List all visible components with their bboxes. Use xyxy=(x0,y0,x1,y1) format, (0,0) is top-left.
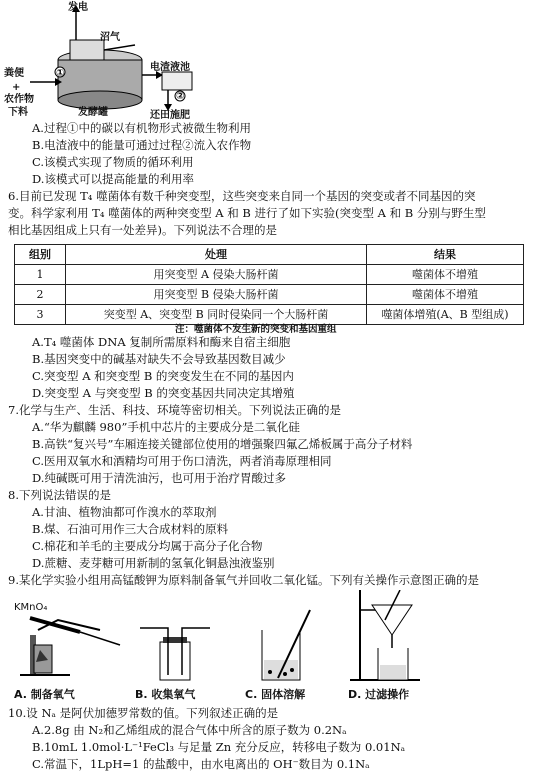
q7-option-d: D.纯碱既可用于清洗油污，也可用于治疗胃酸过多 xyxy=(32,471,286,485)
q9-caption-a: A. 制备氧气 xyxy=(14,688,75,701)
q6-option-c: C.突变型 A 和突变型 B 的突变发生在不同的基因内 xyxy=(32,369,294,383)
q6-stem-line3: 相比基因组成上只有一处差异)。下列说法不合理的是 xyxy=(8,223,277,237)
q9-stem: 9.某化学实验小组用高锰酸钾为原料制备氧气并回收二氧化锰。下列有关操作示意图正确的是 xyxy=(8,573,479,587)
experiment-table xyxy=(14,244,524,325)
q8-stem: 8.下列说法错误的是 xyxy=(8,488,111,502)
table-cell: 噬菌体增殖(A、B 型组成) xyxy=(367,305,524,325)
q10-option-a: A.2.8g 由 N₂和乙烯组成的混合气体中所含的原子数为 0.2Nₐ xyxy=(32,723,347,737)
table-header-row xyxy=(15,245,524,265)
biogas-cycle-diagram xyxy=(0,0,533,120)
q8-option-a: A.甘油、植物油都可作溴水的萃取剂 xyxy=(32,505,217,519)
table-header: 处理 xyxy=(66,245,367,265)
table-row xyxy=(15,285,524,305)
label-step1: ① xyxy=(56,68,65,79)
table-cell: 3 xyxy=(15,305,66,325)
label-scraps: 下料 xyxy=(8,107,28,118)
q8-option-b: B.煤、石油可用作三大合成材料的原料 xyxy=(32,522,229,536)
label-straw: 农作物 xyxy=(4,94,34,105)
table-note: 注：噬菌体不发生新的突变和基因重组 xyxy=(175,324,337,335)
q6-option-b: B.基因突变中的碱基对缺失不会导致基因数目减少 xyxy=(32,352,286,366)
label-power: 发电 xyxy=(68,2,88,13)
q5-option-c: C.该模式实现了物质的循环利用 xyxy=(32,155,194,169)
table-row xyxy=(15,305,524,325)
lab-apparatus-diagram xyxy=(0,590,533,685)
table-cell: 1 xyxy=(15,265,66,285)
q7-option-c: C.医用双氧水和酒精均可用于伤口清洗，两者消毒原理相同 xyxy=(32,454,332,468)
label-step2: ② xyxy=(176,91,185,102)
q9-caption-d: D. 过滤操作 xyxy=(348,688,410,701)
q5-option-d: D.该模式可以提高能量的利用率 xyxy=(32,172,194,186)
label-biogas: 沼气 xyxy=(100,32,120,43)
q7-option-b: B.高铁“复兴号”车厢连接关键部位使用的增强聚四氟乙烯板属于高分子材料 xyxy=(32,437,413,451)
q6-stem-line2: 变。科学家利用 T₄ 噬菌体的两种突变型 A 和 B 进行了如下实验(突变型 A 和 B 分别与野生型 xyxy=(8,206,486,220)
q6-option-a: A.T₄ 噬菌体 DNA 复制所需原料和酶来自宿主细胞 xyxy=(32,335,291,349)
q5-option-a: A.过程①中的碳以有机物形式被微生物利用 xyxy=(32,121,251,135)
table-row xyxy=(15,265,524,285)
q5-option-b: B.电渣液中的能量可通过过程②流入农作物 xyxy=(32,138,252,152)
label-fertilizer: 还田施肥 xyxy=(150,110,190,121)
q10-option-b: B.10mL 1.0mol·L⁻¹FeCl₃ 与足量 Zn 充分反应，转移电子数为 0.01Nₐ xyxy=(32,740,406,754)
table-cell: 噬菌体不增殖 xyxy=(367,265,524,285)
table-header: 结果 xyxy=(367,245,524,265)
q6-option-d: D.突变型 A 与突变型 B 的突变基因共同决定其增殖 xyxy=(32,386,295,400)
q9-caption-b: B. 收集氧气 xyxy=(135,688,196,701)
q7-option-a: A.“华为麒麟 980”手机中芯片的主要成分是二氧化硅 xyxy=(32,420,300,434)
label-manure: 粪便 xyxy=(4,68,24,79)
q8-option-d: D.蔗糖、麦芽糖可用新制的氢氧化铜悬浊液鉴别 xyxy=(32,556,275,570)
table-cell: 2 xyxy=(15,285,66,305)
q10-option-c: C.常温下，1LpH=1 的盐酸中，由水电离出的 OH⁻数目为 0.1Nₐ xyxy=(32,757,370,771)
label-residue: 电渣液池 xyxy=(150,62,190,73)
table-header: 组别 xyxy=(15,245,66,265)
table-cell: 用突变型 B 侵染大肠杆菌 xyxy=(66,285,367,305)
label-plus: + xyxy=(12,82,21,93)
q6-stem-line1: 6.目前已发现 T₄ 噬菌体有数千种突变型，这些突变来自同一个基因的突变或者不同基因的突 xyxy=(8,189,476,203)
q10-stem: 10.设 Nₐ 是阿伏加德罗常数的值。下列叙述正确的是 xyxy=(8,706,279,720)
table-cell: 突变型 A、突变型 B 同时侵染同一个大肠杆菌 xyxy=(66,305,367,325)
kmno4-label: KMnO₄ xyxy=(14,602,48,613)
q9-caption-c: C. 固体溶解 xyxy=(245,688,306,701)
q7-stem: 7.化学与生产、生活、科技、环境等密切相关。下列说法正确的是 xyxy=(8,403,341,417)
table-cell: 用突变型 A 侵染大肠杆菌 xyxy=(66,265,367,285)
q8-option-c: C.棉花和羊毛的主要成分均属于高分子化合物 xyxy=(32,539,263,553)
table-cell: 噬菌体不增殖 xyxy=(367,285,524,305)
label-digester: 发酵罐 xyxy=(78,107,108,118)
